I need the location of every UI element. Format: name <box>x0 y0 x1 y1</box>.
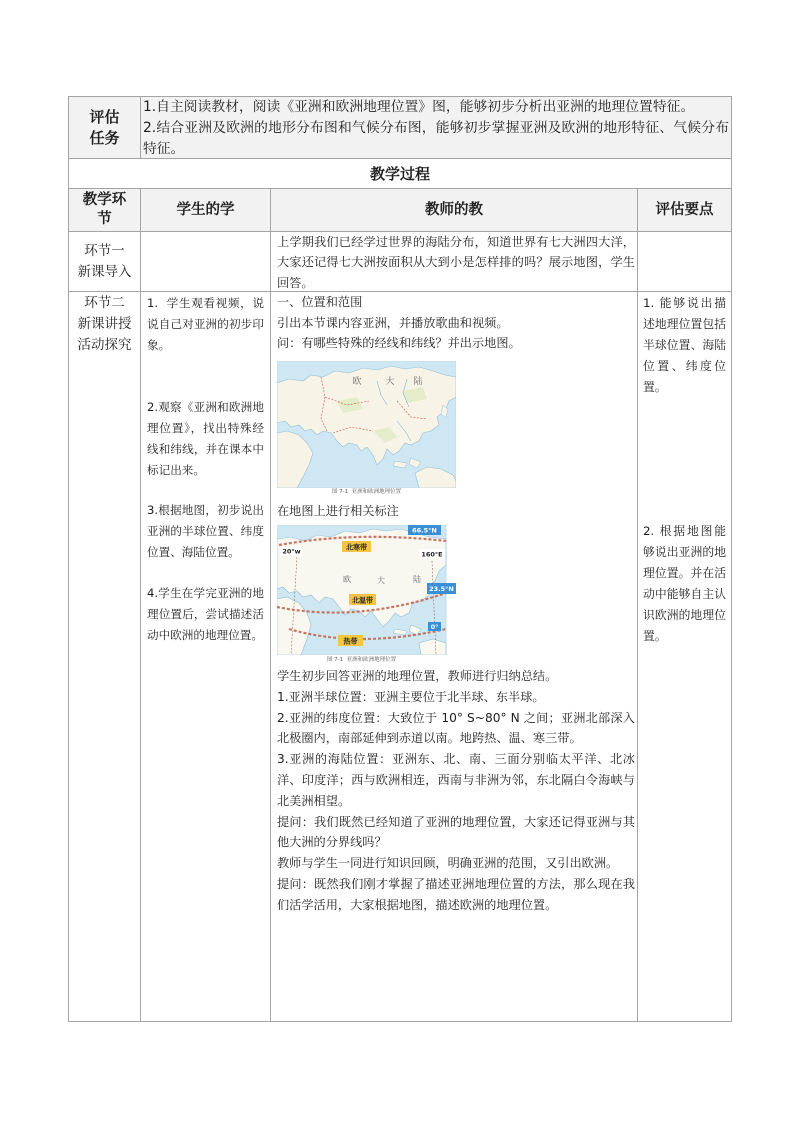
map-2-place-label-1: 欧 <box>343 574 351 584</box>
map-2-graphic <box>277 525 456 655</box>
map-1-place-label-1: 欧 <box>352 376 362 387</box>
summary-latitude: 2.亚洲的纬度位置：大致位于 10° S~80° N 之间；亚洲北部深入北极圈内，南部延伸到赤道以南。地跨热、温、寒三带。 <box>277 710 635 746</box>
assessment-label-cell <box>68 96 141 159</box>
assessment-item-2: 2.结合亚洲及欧洲的地形分布图和气候分布图，能够初步掌握亚洲及欧洲的地形特征、气候分布特征。 <box>143 120 729 157</box>
evaluation-point-2: 2. 根据地图能够说出亚洲的地理位置。并在活动中能够自主认识欧洲的地理位置。 <box>643 523 726 643</box>
map-1-graphic <box>277 361 456 488</box>
assessment-content-cell <box>140 96 732 159</box>
header-evaluation-cell <box>637 188 732 232</box>
stage1-name-line-2: 新课导入 <box>77 263 132 280</box>
summary-review: 教师与学生一同进行知识回顾，明确亚洲的范围，又引出欧洲。 <box>277 856 619 871</box>
stage1-teacher-cell <box>270 231 638 292</box>
asia-europe-location-map-2 <box>277 525 456 655</box>
stage2-evaluation-cell <box>637 291 732 1022</box>
tropical-zone-label: 热带 <box>343 637 358 646</box>
map-2-place-label-2: 大 <box>377 575 385 585</box>
stage2-name-line-1: 环节二 <box>84 294 125 311</box>
student-activity-3: 3.根据地图，初步说出亚洲的半球位置、纬度位置、海陆位置。 <box>147 502 264 559</box>
west-meridian-label: 20°w <box>282 547 301 556</box>
summary-hemisphere: 1.亚洲半球位置：亚洲主要位于北半球、东半球。 <box>277 689 545 704</box>
summary-question-europe: 提问：既然我们刚才掌握了描述亚洲地理位置的方法，那么现在我们活学活用，大家根据地图，描述欧洲的地理位置。 <box>277 876 635 912</box>
north-frigid-zone-label: 北寒带 <box>346 543 367 552</box>
lesson-plan-table <box>68 96 732 1022</box>
student-activity-1: 1. 学生观看视频，说说自己对亚洲的初步印象。 <box>147 295 264 352</box>
summary-land-sea: 3.亚洲的海陆位置：亚洲东、北、南、三面分别临太平洋、北冰洋、印度洋；西与欧洲相连，西南与非洲为邻，东北隔白令海峡与北美洲相望。 <box>277 752 635 808</box>
stage1-name-line-1: 环节一 <box>84 242 125 259</box>
east-meridian-label: 160°E <box>421 550 443 559</box>
stage1-name-cell <box>68 231 141 292</box>
map-1-place-label-2: 大 <box>385 376 395 387</box>
process-title: 教学过程 <box>369 164 430 183</box>
map-1-caption: 图 7-1 亚洲和欧洲地理位置 <box>331 488 402 495</box>
summary-question-boundary: 提问：我们既然已经知道了亚洲的地理位置，大家还记得亚洲与其他大洲的分界线吗？ <box>277 814 635 850</box>
teacher-summary <box>277 666 635 916</box>
header-evaluation: 评估要点 <box>655 201 714 218</box>
map-2-caption: 图 7-1 亚洲和欧洲地理位置 <box>326 656 397 663</box>
header-teacher: 教师的教 <box>425 201 483 218</box>
equator-label: 0° <box>430 622 439 631</box>
stage1-teacher-text: 上学期我们已经学过世界的海陆分布，知道世界有七大洲四大洋，大家还记得七大洲按面积从大到小是怎样排的吗？展示地图，学生回答。 <box>277 235 635 290</box>
header-student-cell <box>140 188 271 232</box>
evaluation-point-1: 1. 能够说出描述地理位置包括半球位置、海陆位置、纬度位置。 <box>643 295 726 394</box>
header-student: 学生的学 <box>176 201 235 218</box>
stage1-evaluation-cell <box>637 231 732 292</box>
student-activity-4: 4.学生在学完亚洲的地理位置后，尝试描述活动中欧洲的地理位置。 <box>147 585 264 642</box>
stage2-student-cell <box>140 291 271 1022</box>
map-2-place-label-3: 陆 <box>413 574 421 584</box>
teacher-question-line: 问：有哪些特殊的经线和纬线？并出示地图。 <box>277 336 521 351</box>
tropic-label: 23.5°N <box>429 584 454 593</box>
assessment-label: 评估任务 <box>89 107 120 147</box>
header-stage: 教学环节 <box>82 192 127 227</box>
stage2-teacher-cell <box>270 291 638 1022</box>
process-title-cell <box>68 158 732 189</box>
teacher-intro-line: 引出本节课内容亚洲，并播放歌曲和视频。 <box>277 315 509 330</box>
north-temperate-zone-label: 北温带 <box>352 596 373 605</box>
assessment-item-1: 1.自主阅读教材，阅读《亚洲和欧洲地理位置》图，能够初步分析出亚洲的地理位置特征。 <box>143 99 695 115</box>
student-activity-2: 2.观察《亚洲和欧洲地理位置》，找出特殊经线和纬线，并在课本中标记出来。 <box>147 399 264 477</box>
stage2-name-line-2: 新课讲授 <box>77 315 132 332</box>
stage2-name-cell <box>68 291 141 1022</box>
map-1-place-label-3: 陆 <box>413 376 423 387</box>
summary-intro: 学生初步回答亚洲的地理位置，教师进行归纳总结。 <box>277 668 558 683</box>
arctic-circle-label: 66.5°N <box>412 526 437 535</box>
header-teacher-cell <box>270 188 638 232</box>
stage1-student-cell <box>140 231 271 292</box>
teacher-annotate-line: 在地图上进行相关标注 <box>277 504 399 519</box>
asia-europe-location-map-1 <box>277 361 456 488</box>
header-stage-cell <box>68 188 141 232</box>
teacher-section-heading: 一、位置和范围 <box>277 295 363 309</box>
stage2-name-line-3: 活动探究 <box>77 336 132 353</box>
